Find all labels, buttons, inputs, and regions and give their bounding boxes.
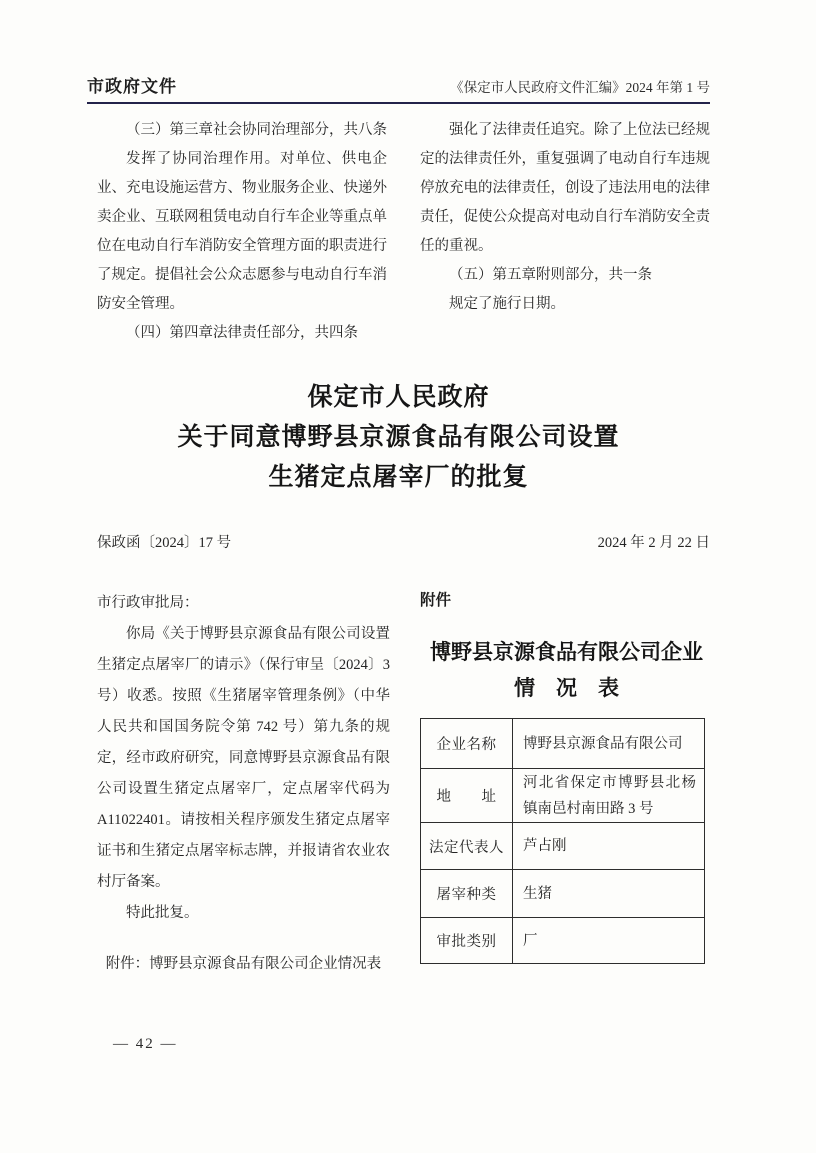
review-paragraph: 强化了法律责任追究。除了上位法已经规定的法律责任外，重复强调了电动自行车违规停放充电的法律责任，创设了违法用电的法律责任，促使公众提高对电动自行车消防安全责任的重视。 — [420, 122, 710, 254]
letter-paragraph: 你局《关于博野县京源食品有限公司设置生猪定点屠宰厂的请示》（保行审呈〔2024〕3号）收悉。按照《生猪屠宰管理条例》（中华人民共和国国务院令第 742 号）第九条的规定，经市政府研究，同意博野县京源食品有限公司设置生猪定点屠宰厂，定点屠宰代码为A11022401。请按相关程序颁发生猪定点屠宰证书和生猪定点屠宰标志牌，并报请省农业农村厅备案。 — [97, 626, 390, 890]
document-title-line-1: 保定市人民政府 — [307, 384, 490, 411]
table-row-label: 法定代表人 — [421, 823, 513, 870]
attachment-note: 附件：博野县京源食品有限公司企业情况表 — [105, 956, 382, 972]
attachment-label: 附件 — [420, 592, 452, 609]
table-row-label: 企业名称 — [421, 719, 513, 769]
attachment-title — [420, 635, 713, 707]
attachment-title-line-2: 情 况 表 — [514, 677, 619, 700]
attachment-title-line-1: 博野县京源食品有限公司企业 — [430, 641, 703, 664]
table-row — [421, 870, 705, 918]
review-paragraph: 发挥了协同治理作用。对单位、供电企业、充电设施运营方、物业服务企业、快递外卖企业、互联网租赁电动自行车企业等重点单位在电动自行车消防安全管理方面的职责进行了规定。提倡社会公众志愿参与电动自行车消防安全管理。 — [97, 151, 387, 312]
review-right-column — [420, 116, 710, 348]
table-row-label: 地 址 — [421, 769, 513, 823]
table-row — [421, 769, 705, 823]
document-title — [87, 378, 710, 498]
table-row-value: 芦占刚 — [513, 823, 705, 870]
document-date: 2024 年 2 月 22 日 — [597, 535, 710, 551]
document-title-line-3: 生猪定点屠宰厂的批复 — [268, 464, 529, 491]
document-meta — [97, 531, 710, 552]
page-number: — 42 — — [113, 1036, 178, 1052]
table-row-value: 生猪 — [513, 870, 705, 918]
page-header — [87, 72, 710, 104]
review-left-column — [97, 116, 387, 348]
review-paragraph: （四）第四章法律责任部分，共四条 — [126, 325, 358, 341]
review-section — [97, 116, 710, 348]
table-row-label: 审批类别 — [421, 918, 513, 964]
header-compilation-number: 《保定市人民政府文件汇编》2024 年第 1 号 — [450, 80, 710, 95]
table-row-value: 厂 — [513, 918, 705, 964]
review-paragraph: 规定了施行日期。 — [449, 296, 565, 312]
table-row — [421, 719, 705, 769]
letter-body-column — [97, 588, 390, 980]
letter-paragraph: 特此批复。 — [126, 905, 199, 921]
document-title-line-2: 关于同意博野县京源食品有限公司设置 — [177, 424, 620, 451]
company-info-table — [420, 718, 705, 964]
review-paragraph: （三）第三章社会协同治理部分，共八条 — [126, 122, 387, 138]
letter-salutation: 市行政审批局： — [97, 595, 199, 611]
table-row — [421, 918, 705, 964]
header-category-label: 市政府文件 — [87, 77, 177, 96]
table-row-value: 河北省保定市博野县北杨镇南邑村南田路 3 号 — [513, 769, 705, 823]
attachment-column — [420, 588, 713, 980]
table-row — [421, 823, 705, 870]
table-row-value: 博野县京源食品有限公司 — [513, 719, 705, 769]
document-number: 保政函〔2024〕17 号 — [97, 535, 232, 551]
review-paragraph: （五）第五章附则部分，共一条 — [449, 267, 652, 283]
table-row-label: 屠宰种类 — [421, 870, 513, 918]
letter-section — [97, 588, 713, 980]
